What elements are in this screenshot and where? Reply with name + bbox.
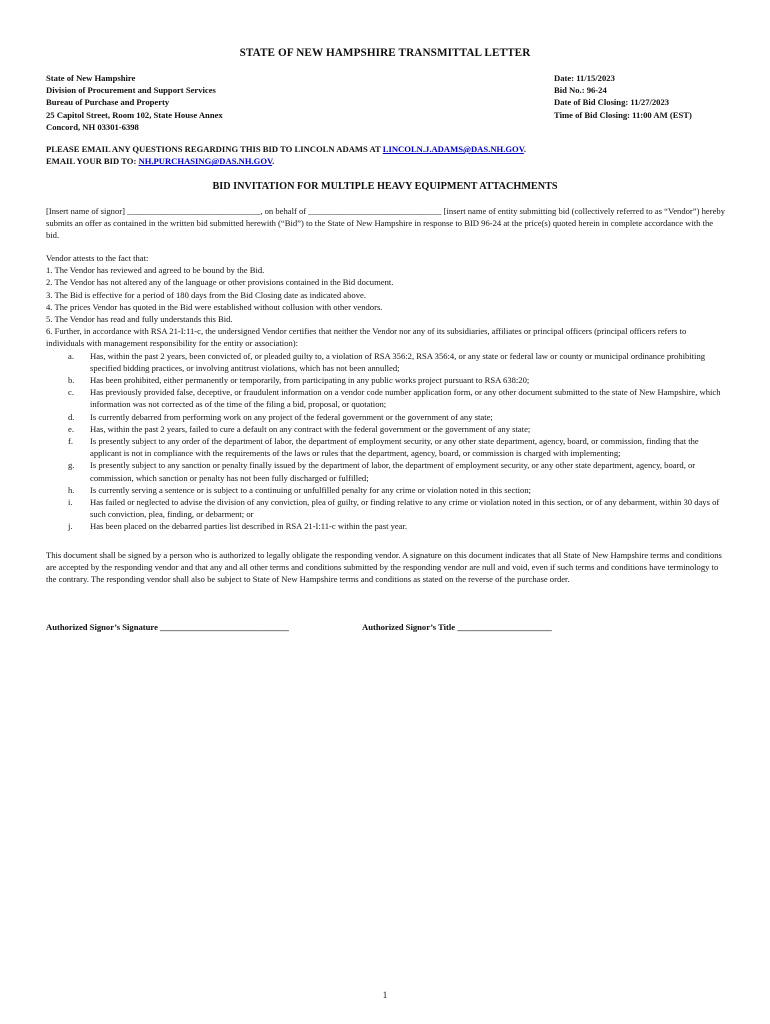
subitem xyxy=(46,484,726,496)
closing-paragraph: This document shall be signed by a person who is authorized to legally obligate the responding vendor. A signature on this document indicates that all State of New Hampshire terms and conditions are accepted by the responding vendor and that any and all other terms and conditions submitted by the responding vendor are null and void, even if such terms and conditions have terminology to the contrary. The responding vendor shall also be subject to State of New Hampshire terms and conditions as stated on the reverse of the purchase order. xyxy=(46,550,722,585)
attest-item: 2. The Vendor has not altered any of the language or other provisions contained in the Bid document. xyxy=(46,277,394,288)
subitem-text: Has been placed on the debarred parties list described in RSA 21-I:11-c within the past year. xyxy=(90,521,408,532)
bid-info-block xyxy=(554,72,692,121)
subitem-letter: f. xyxy=(68,436,74,447)
signor-title-line[interactable]: Authorized Signor’s Title ______________________ xyxy=(362,622,552,632)
questions-text: PLEASE EMAIL ANY QUESTIONS REGARDING THIS BID TO LINCOLN ADAMS AT xyxy=(46,144,383,154)
subitem-text: Is presently subject to any order of the department of labor, the department of employment security, or any other state department, agency, board, or commission, finding that the applicant is not in compliance with the requirements of the laws or rules that the department, agency, board, or commission is charged with implementing; xyxy=(90,436,699,459)
subitem xyxy=(46,520,726,532)
document-title: STATE OF NEW HAMPSHIRE TRANSMITTAL LETTER xyxy=(239,47,531,59)
agency-name: State of New Hampshire xyxy=(46,73,136,83)
bid-date: Date: 11/15/2023 xyxy=(554,73,615,83)
subitem-letter: g. xyxy=(68,460,75,471)
subitem xyxy=(46,496,726,520)
attest-item-6: 6. Further, in accordance with RSA 21-I:11-c, the undersigned Vendor certifies that neither the Vendor nor any of its subsidiaries, affiliates or principal officers (principal officers refers to individuals with management responsibility for the entity or association): xyxy=(46,326,687,349)
questions-email-link[interactable]: LINCOLN.J.ADAMS@DAS.NH.GOV xyxy=(382,144,524,154)
subitem-letter: c. xyxy=(68,387,74,398)
agency-address-block xyxy=(46,72,223,133)
attests-heading: Vendor attests to the fact that: xyxy=(46,253,149,263)
subitem-text: Has previously provided false, deceptive, or fraudulent information on a vendor code number application form, or any other document submitted to the state of New Hampshire, which information was not corrected as of the time of the filing a bid, proposal, or quotation; xyxy=(90,387,721,410)
submit-line xyxy=(46,155,736,167)
subitem xyxy=(46,411,726,423)
attest-item: 1. The Vendor has reviewed and agreed to be bound by the Bid. xyxy=(46,265,265,276)
attestation-section xyxy=(46,252,726,533)
subitem xyxy=(46,350,726,374)
subitem xyxy=(46,386,726,410)
bid-closing-date: Date of Bid Closing: 11/27/2023 xyxy=(554,97,670,108)
agency-city: Concord, NH 03301-6398 xyxy=(46,121,139,132)
subitem-letter: d. xyxy=(68,411,75,422)
agency-division: Division of Procurement and Support Services xyxy=(46,85,216,96)
subitem-text: Has been prohibited, either permanently or temporarily, from participating in any public works project pursuant to RSA 638:20; xyxy=(90,375,530,386)
subitem-text: Has, within the past 2 years, been convicted of, or pleaded guilty to, a violation of RSA 356:2, RSA 356:4, or any state or federal law or county or municipal ordinance prohibiting specified bidding practices, or involving antitrust violations, which has not been annulled; xyxy=(90,350,706,373)
subitem xyxy=(46,459,726,483)
page-number: 1 xyxy=(382,990,388,1000)
bid-number: Bid No.: 96-24 xyxy=(554,85,607,96)
attest-item: 4. The prices Vendor has quoted in the Bid were established without collusion with other vendors. xyxy=(46,301,383,312)
submit-period: . xyxy=(272,156,275,167)
subitem xyxy=(46,423,726,435)
questions-line xyxy=(46,143,736,155)
subitem-letter: j. xyxy=(68,521,73,532)
intro-paragraph: [Insert name of signor] _______________________________, on behalf of _______________________________ [insert name of entity submitting bid (collectively referred to as “Vendor”) hereby submits an offer as contained in the written bid submitted herewith (“Bid”) to the State of New Hampshire in response to BID 96-24 at the price(s) quoted herein in complete accordance with the bid. xyxy=(46,206,726,241)
subitem-letter: i. xyxy=(68,497,73,508)
subitem-text: Is currently debarred from performing work on any project of the federal government or the government of any state; xyxy=(90,411,493,422)
signature-line[interactable]: Authorized Signor’s Signature ______________________________ xyxy=(46,622,289,632)
agency-street: 25 Capitol Street, Room 102, State House Annex xyxy=(46,109,223,120)
subitem xyxy=(46,374,726,386)
contact-notice xyxy=(46,143,736,168)
attest-item: 5. The Vendor has read and fully understands this Bid. xyxy=(46,314,233,325)
certification-subitems xyxy=(46,350,726,533)
subitem-text: Is presently subject to any sanction or penalty finally issued by the department of labor, the department of employment security, or any other state department, agency, board, or commission, which sanction or penalty has not been fully discharged or fulfilled; xyxy=(90,460,696,483)
subitem-text: Has, within the past 2 years, failed to cure a default on any contract with the federal government or the government of any state; xyxy=(90,423,531,434)
subitem-letter: h. xyxy=(68,484,75,495)
subitem xyxy=(46,435,726,459)
subitem-letter: a. xyxy=(68,350,74,361)
subitem-text: Is currently serving a sentence or is subject to a continuing or unfulfilled penalty for any crime or violation noted in this section; xyxy=(90,484,532,495)
submit-email-link[interactable]: NH.PURCHASING@DAS.NH.GOV xyxy=(138,156,273,167)
bid-closing-time: Time of Bid Closing: 11:00 AM (EST) xyxy=(554,109,692,120)
subitem-letter: b. xyxy=(68,375,75,386)
submit-text: EMAIL YOUR BID TO: xyxy=(46,156,139,167)
agency-bureau: Bureau of Purchase and Property xyxy=(46,97,170,108)
subitem-letter: e. xyxy=(68,423,74,434)
questions-period: . xyxy=(523,144,526,154)
attest-item: 3. The Bid is effective for a period of 180 days from the Bid Closing date as indicated above. xyxy=(46,289,366,300)
bid-invitation-heading: BID INVITATION FOR MULTIPLE HEAVY EQUIPMENT ATTACHMENTS xyxy=(212,181,558,192)
subitem-text: Has failed or neglected to advise the division of any conviction, plea of guilty, or finding relative to any crime or violation noted in this section, or of any debarment, within 30 days of such conviction, plea, finding, or debarment; or xyxy=(90,497,720,520)
